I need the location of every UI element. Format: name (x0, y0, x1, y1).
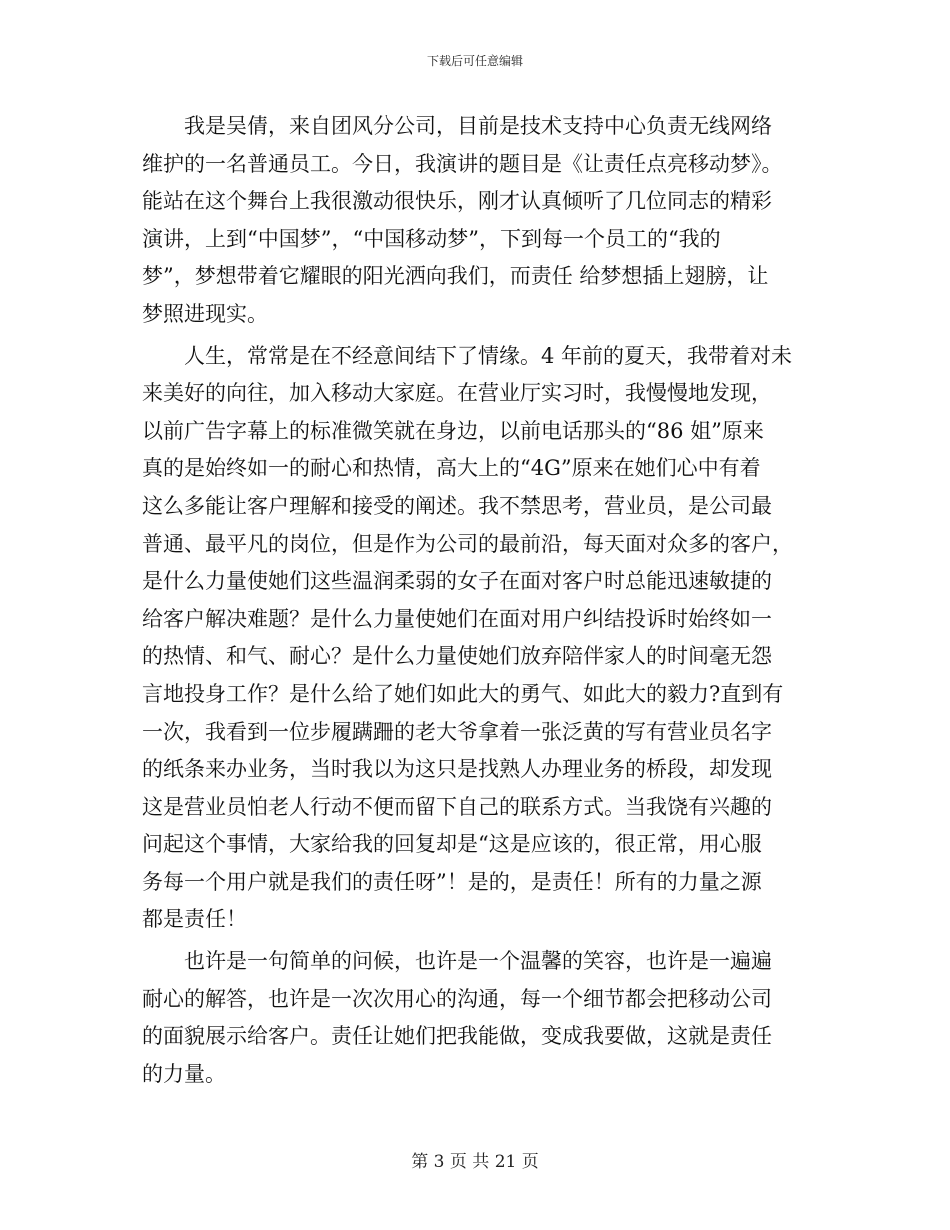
text-line: 这么多能让客户理解和接受的阐述。我不禁思考，营业员，是公司最 (142, 493, 772, 518)
text-line: 真的是始终如一的耐心和热情，高大上的“4G”原来在她们心中有着 (142, 456, 761, 481)
text-line: 是什么力量使她们这些温润柔弱的女子在面对客户时总能迅速敏捷的 (142, 569, 772, 594)
text-line: 的力量。 (142, 1061, 226, 1086)
paragraph-3 (142, 943, 808, 1093)
text-line: 的面貌展示给客户。责任让她们把我能做，变成我要做，这就是责任 (142, 1024, 772, 1049)
text-line: 演讲，上到“中国梦”，“中国移动梦”，下到每一个员工的“我的 (142, 226, 721, 251)
text-line: 耐心的解答，也许是一次次用心的沟通，每一个细节都会把移动公司 (142, 986, 772, 1011)
text-line: 问起这个事情，大家给我的回复却是“这是应该的，很正常，用心服 (142, 832, 762, 857)
text-line: 以前广告字幕上的标准微笑就在身边，以前电话那头的“86 姐”原来 (142, 418, 764, 443)
text-line: 都是责任！ (142, 907, 247, 932)
text-line: 的纸条来办业务，当时我以为这只是找熟人办理业务的桥段，却发现 (142, 757, 772, 782)
text-line: 维护的一名普通员工。今日，我演讲的题目是《让责任点亮移动梦》。 (142, 151, 783, 176)
text-line: 人生，常常是在不经意间结下了情缘。4 年前的夏天，我带着对未 (184, 343, 793, 368)
text-line: 给客户解决难题？是什么力量使她们在面对用户纠结投诉时始终如一 (142, 606, 772, 631)
text-line: 梦”，梦想带着它耀眼的阳光洒向我们，而责任 给梦想插上翅膀，让 (142, 264, 769, 289)
text-line: 务每一个用户就是我们的责任呀”！是的，是责任！所有的力量之源 (142, 869, 762, 894)
text-line: 这是营业员怕老人行动不便而留下自己的联系方式。当我饶有兴趣的 (142, 794, 772, 819)
page-number: 第 3 页 共 21 页 (411, 1152, 539, 1172)
text-line: 我是吴倩，来自团风分公司，目前是技术支持中心负责无线网络 (184, 114, 772, 138)
page-header: 下载后可任意编辑 (426, 54, 523, 68)
text-line: 普通、最平凡的岗位，但是作为公司的最前沿，每天面对众多的客户， (142, 531, 793, 556)
text-line: 也许是一句简单的问候，也许是一个温馨的笑容，也许是一遍遍 (184, 949, 772, 974)
paragraph-1 (142, 108, 808, 334)
text-line: 言地投身工作？是什么给了她们如此大的勇气、如此大的毅力?直到有 (142, 681, 784, 706)
paragraph-2 (142, 338, 808, 940)
text-line: 一次，我看到一位步履蹒跚的老大爷拿着一张泛黄的写有营业员名字 (142, 719, 772, 744)
document-body (142, 108, 808, 1093)
text-line: 梦照进现实。 (142, 301, 268, 326)
text-line: 来美好的向往，加入移动大家庭。在营业厅实习时，我慢慢地发现， (142, 381, 772, 406)
text-line: 能站在这个舞台上我很激动很快乐，刚才认真倾听了几位同志的精彩 (142, 189, 772, 214)
text-line: 的热情、和气、耐心？是什么力量使她们放弃陪伴家人的时间毫无怨 (142, 644, 772, 669)
